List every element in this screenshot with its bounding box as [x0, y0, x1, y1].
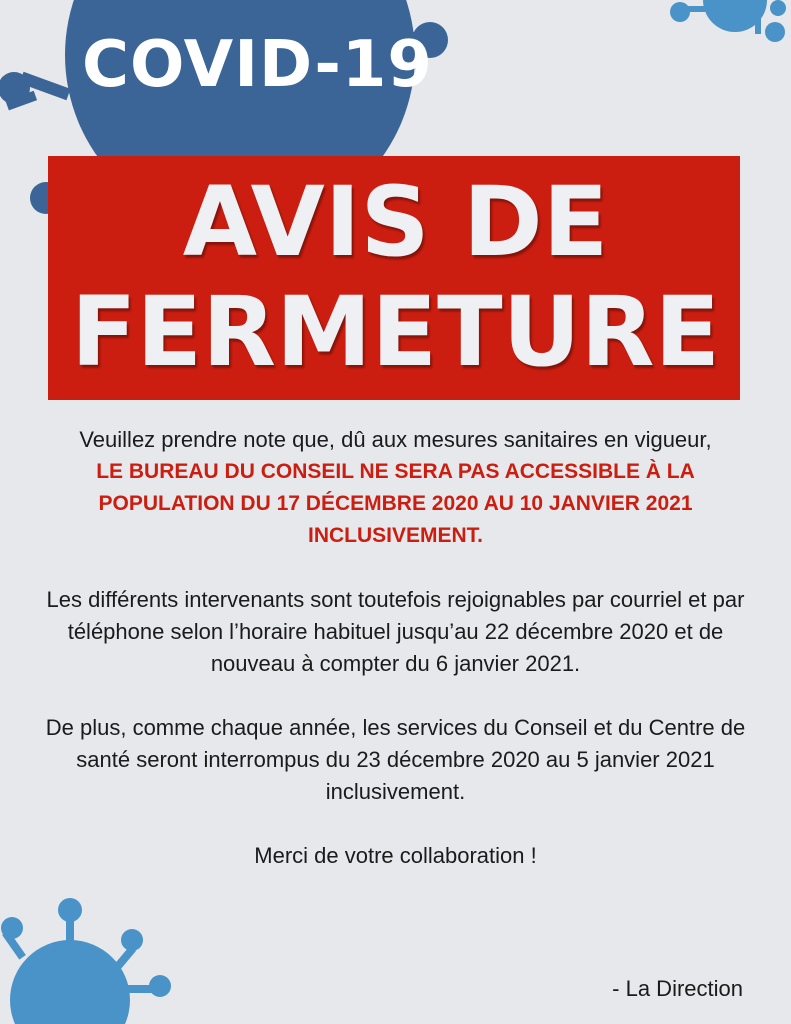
notice-paragraph-contacts: Les différents intervenants sont toutefois rejoignables par courriel et par téléphone selon l’horaire habituel jusqu’au 22 décembre 2020 et de nouveau à compter du 6 janvier 2021. [46, 587, 745, 676]
notice-thanks: Merci de votre collaboration ! [254, 843, 537, 868]
signature: - La Direction [612, 976, 743, 1001]
covid-title: COVID-19 [82, 28, 433, 102]
coronavirus-bottom-icon [1, 898, 171, 1024]
notice-intro: Veuillez prendre note que, dû aux mesures sanitaires en vigueur, [79, 427, 712, 452]
notice-body [30, 424, 761, 872]
notice-alert: LE BUREAU DU CONSEIL NE SERA PAS ACCESSIBLE À LA POPULATION DU 17 DÉCEMBRE 2020 AU 10 JANVIER 2021 INCLUSIVEMENT. [96, 460, 695, 547]
banner-line-fermeture: FERMETURE [70, 276, 721, 388]
banner-line-avis-de: AVIS DE [182, 166, 609, 278]
coronavirus-corner-icon [670, 0, 786, 42]
notice-paragraph-services: De plus, comme chaque année, les services du Conseil et du Centre de santé seront interrompus du 23 décembre 2020 au 5 janvier 2021 inclusivement. [45, 715, 746, 804]
